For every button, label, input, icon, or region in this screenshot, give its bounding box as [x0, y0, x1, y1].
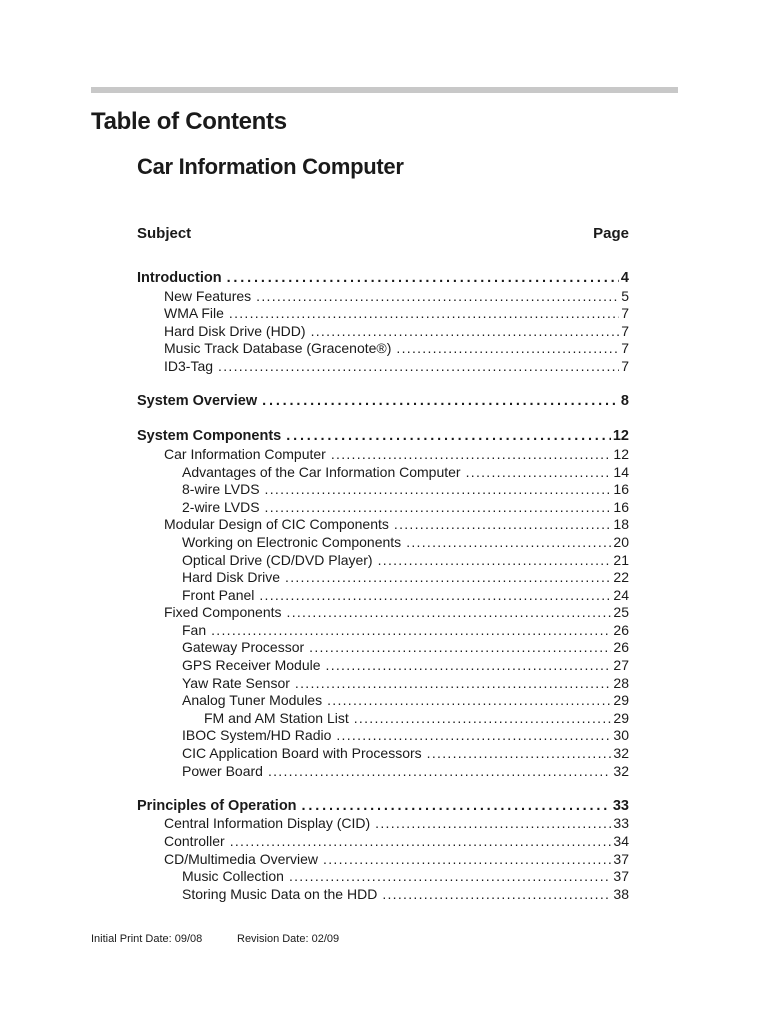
toc-entry-title: Fan	[182, 621, 207, 638]
dot-leader	[323, 851, 611, 869]
toc-entry-page: 32	[613, 762, 629, 779]
toc-entry-title: CD/Multimedia Overview	[164, 850, 319, 867]
toc-entry[interactable]	[137, 569, 629, 587]
top-rule	[91, 87, 678, 93]
toc-entry-page: 33	[612, 797, 629, 814]
dot-leader	[382, 886, 611, 904]
dot-leader	[309, 639, 611, 657]
dot-leader	[336, 727, 611, 745]
dot-leader	[427, 745, 612, 763]
document-title: Car Information Computer	[137, 154, 404, 179]
dot-leader	[331, 446, 612, 464]
toc-entry-title: 2-wire LVDS	[182, 498, 260, 515]
toc-entry-page: 37	[613, 868, 629, 885]
dot-leader	[406, 534, 611, 552]
toc-entry-title: FM and AM Station List	[204, 709, 349, 726]
toc-entry[interactable]	[137, 622, 629, 640]
toc-title: Table of Contents	[91, 108, 287, 135]
toc-entry-title: CIC Application Board with Processors	[182, 745, 422, 762]
toc-entry-page: 32	[613, 745, 629, 762]
toc-entry[interactable]	[137, 323, 629, 341]
toc-entry-title: Controller	[164, 833, 225, 849]
toc-entry[interactable]	[137, 745, 629, 763]
toc-entry[interactable]	[137, 604, 629, 622]
toc-entry-title: New Features	[164, 287, 252, 304]
toc-entry[interactable]	[137, 851, 629, 869]
toc-entry-title: Modular Design of CIC Components	[164, 516, 389, 533]
dot-leader	[378, 552, 612, 570]
toc-entry[interactable]	[137, 464, 629, 482]
toc-entry-page: 7	[621, 305, 629, 322]
dot-leader	[326, 657, 612, 675]
toc-entry-page: 30	[613, 727, 629, 744]
toc-entry[interactable]	[137, 340, 629, 358]
toc-entry[interactable]	[137, 763, 629, 781]
toc-entry-title: Introduction	[137, 270, 222, 286]
toc-entry[interactable]	[137, 833, 629, 851]
toc-entry-title: Gateway Processor	[182, 639, 305, 656]
toc-spacer	[137, 376, 629, 394]
toc-entry-title: Hard Disk Drive (HDD)	[164, 322, 306, 339]
toc-entry-page: 38	[613, 885, 629, 902]
toc-entry-title: Car Information Computer	[164, 445, 326, 462]
toc-entry[interactable]	[137, 815, 629, 833]
toc-entry[interactable]	[137, 499, 629, 517]
toc-entry-page: 33	[613, 815, 629, 832]
toc-entry-page: 16	[613, 498, 629, 515]
toc-entry-page: 27	[613, 657, 629, 674]
toc-spacer	[137, 411, 629, 429]
toc-entry-title: Hard Disk Drive	[182, 569, 281, 586]
subject-column-header: Subject	[137, 225, 192, 242]
toc-entry-page: 18	[613, 516, 629, 533]
toc-entry-title: WMA File	[164, 305, 224, 322]
toc-entry-title: Yaw Rate Sensor	[182, 674, 290, 691]
toc-entry-page: 28	[613, 674, 629, 691]
dot-leader	[396, 340, 619, 358]
dot-leader	[265, 499, 612, 517]
toc-entry-title: ID3-Tag	[164, 357, 214, 374]
toc-entry[interactable]	[137, 727, 629, 745]
toc-entry-page: 12	[612, 428, 629, 445]
toc-entry[interactable]	[137, 552, 629, 570]
toc-entry-page: 21	[613, 551, 629, 568]
dot-leader	[285, 569, 611, 587]
dot-leader	[265, 481, 612, 499]
page-column-header: Page	[593, 225, 629, 242]
toc-entry-title: Power Board	[182, 762, 263, 779]
toc-entry-page: 22	[613, 569, 629, 586]
toc-entry[interactable]	[137, 868, 629, 886]
revision-date: Revision Date: 02/09	[237, 933, 340, 945]
dot-leader	[289, 868, 611, 886]
toc-entry[interactable]	[137, 534, 629, 552]
toc-entry-title: 8-wire LVDS	[182, 481, 260, 498]
toc-entry-page: 7	[621, 322, 629, 339]
dot-leader	[287, 604, 612, 622]
toc-entry-page: 14	[613, 463, 629, 480]
toc-entry-title: Front Panel	[182, 586, 255, 603]
toc-entry-title: System Overview	[137, 393, 258, 410]
toc-entry[interactable]	[137, 358, 629, 376]
toc-entry[interactable]	[137, 305, 629, 323]
dot-leader	[211, 622, 611, 640]
dot-leader	[286, 428, 611, 446]
toc-entry-title: Music Collection	[182, 868, 284, 885]
toc-entry-title: Advantages of the Car Information Computer	[182, 463, 461, 480]
toc-entry[interactable]	[137, 288, 629, 306]
toc-spacer	[137, 780, 629, 798]
toc-entry-page: 24	[613, 586, 629, 603]
toc-entry[interactable]	[137, 481, 629, 499]
dot-leader	[268, 763, 611, 781]
dot-leader	[262, 393, 619, 411]
toc-entry-page: 25	[613, 604, 629, 621]
toc-section-entry[interactable]	[137, 798, 629, 816]
toc-entry-page: 26	[613, 621, 629, 638]
toc-entry[interactable]	[137, 639, 629, 657]
toc-entry-page: 12	[613, 445, 629, 462]
dot-leader	[466, 464, 612, 482]
toc-section-entry[interactable]	[137, 270, 629, 288]
toc-entry-title: Fixed Components	[164, 604, 282, 621]
dot-leader	[295, 675, 612, 693]
table-of-contents	[137, 270, 629, 903]
toc-entry-title: GPS Receiver Module	[182, 657, 321, 674]
toc-entry[interactable]	[137, 587, 629, 605]
toc-entry-title: Principles of Operation	[137, 797, 297, 814]
toc-entry-page: 26	[613, 639, 629, 656]
toc-entry-page: 37	[613, 850, 629, 867]
toc-entry[interactable]	[137, 675, 629, 693]
toc-entry-page: 29	[613, 692, 629, 709]
initial-print-date: Initial Print Date: 09/08	[91, 933, 203, 945]
toc-entry-page: 5	[621, 287, 629, 304]
dot-leader	[302, 798, 611, 816]
dot-leader	[354, 710, 612, 728]
toc-entry[interactable]	[137, 692, 629, 710]
dot-leader	[327, 692, 611, 710]
toc-entry[interactable]	[137, 446, 629, 464]
toc-entry-title: Analog Tuner Modules	[182, 692, 323, 709]
toc-entry-title: Central Information Display (CID)	[164, 815, 371, 832]
toc-section-entry[interactable]	[137, 428, 629, 446]
dot-leader	[256, 288, 619, 306]
dot-leader	[311, 323, 620, 341]
toc-entry-page: 4	[620, 270, 629, 286]
toc-section-entry[interactable]	[137, 393, 629, 411]
dot-leader	[259, 587, 611, 605]
dot-leader	[230, 833, 612, 851]
dot-leader	[375, 815, 611, 833]
dot-leader	[229, 305, 619, 323]
toc-entry-title: Music Track Database (Gracenote®)	[164, 340, 392, 357]
toc-entry[interactable]	[137, 886, 629, 904]
toc-entry-title: IBOC System/HD Radio	[182, 727, 332, 744]
toc-entry-title: System Components	[137, 428, 282, 445]
toc-entry-title: Working on Electronic Components	[182, 533, 402, 550]
dot-leader	[227, 270, 619, 288]
toc-entry-page: 20	[613, 533, 629, 550]
toc-entry-title: Storing Music Data on the HDD	[182, 885, 378, 902]
toc-entry[interactable]	[137, 516, 629, 534]
toc-entry-page: 7	[621, 340, 629, 357]
dot-leader	[394, 516, 612, 534]
toc-entry-page: 8	[620, 393, 629, 410]
toc-entry-title: Optical Drive (CD/DVD Player)	[182, 551, 373, 568]
toc-entry-page: 7	[621, 357, 629, 374]
toc-entry-page: 16	[613, 481, 629, 498]
toc-entry[interactable]	[137, 710, 629, 728]
toc-entry-page: 29	[613, 709, 629, 726]
dot-leader	[218, 358, 619, 376]
toc-entry[interactable]	[137, 657, 629, 675]
toc-entry-page: 34	[613, 833, 629, 849]
